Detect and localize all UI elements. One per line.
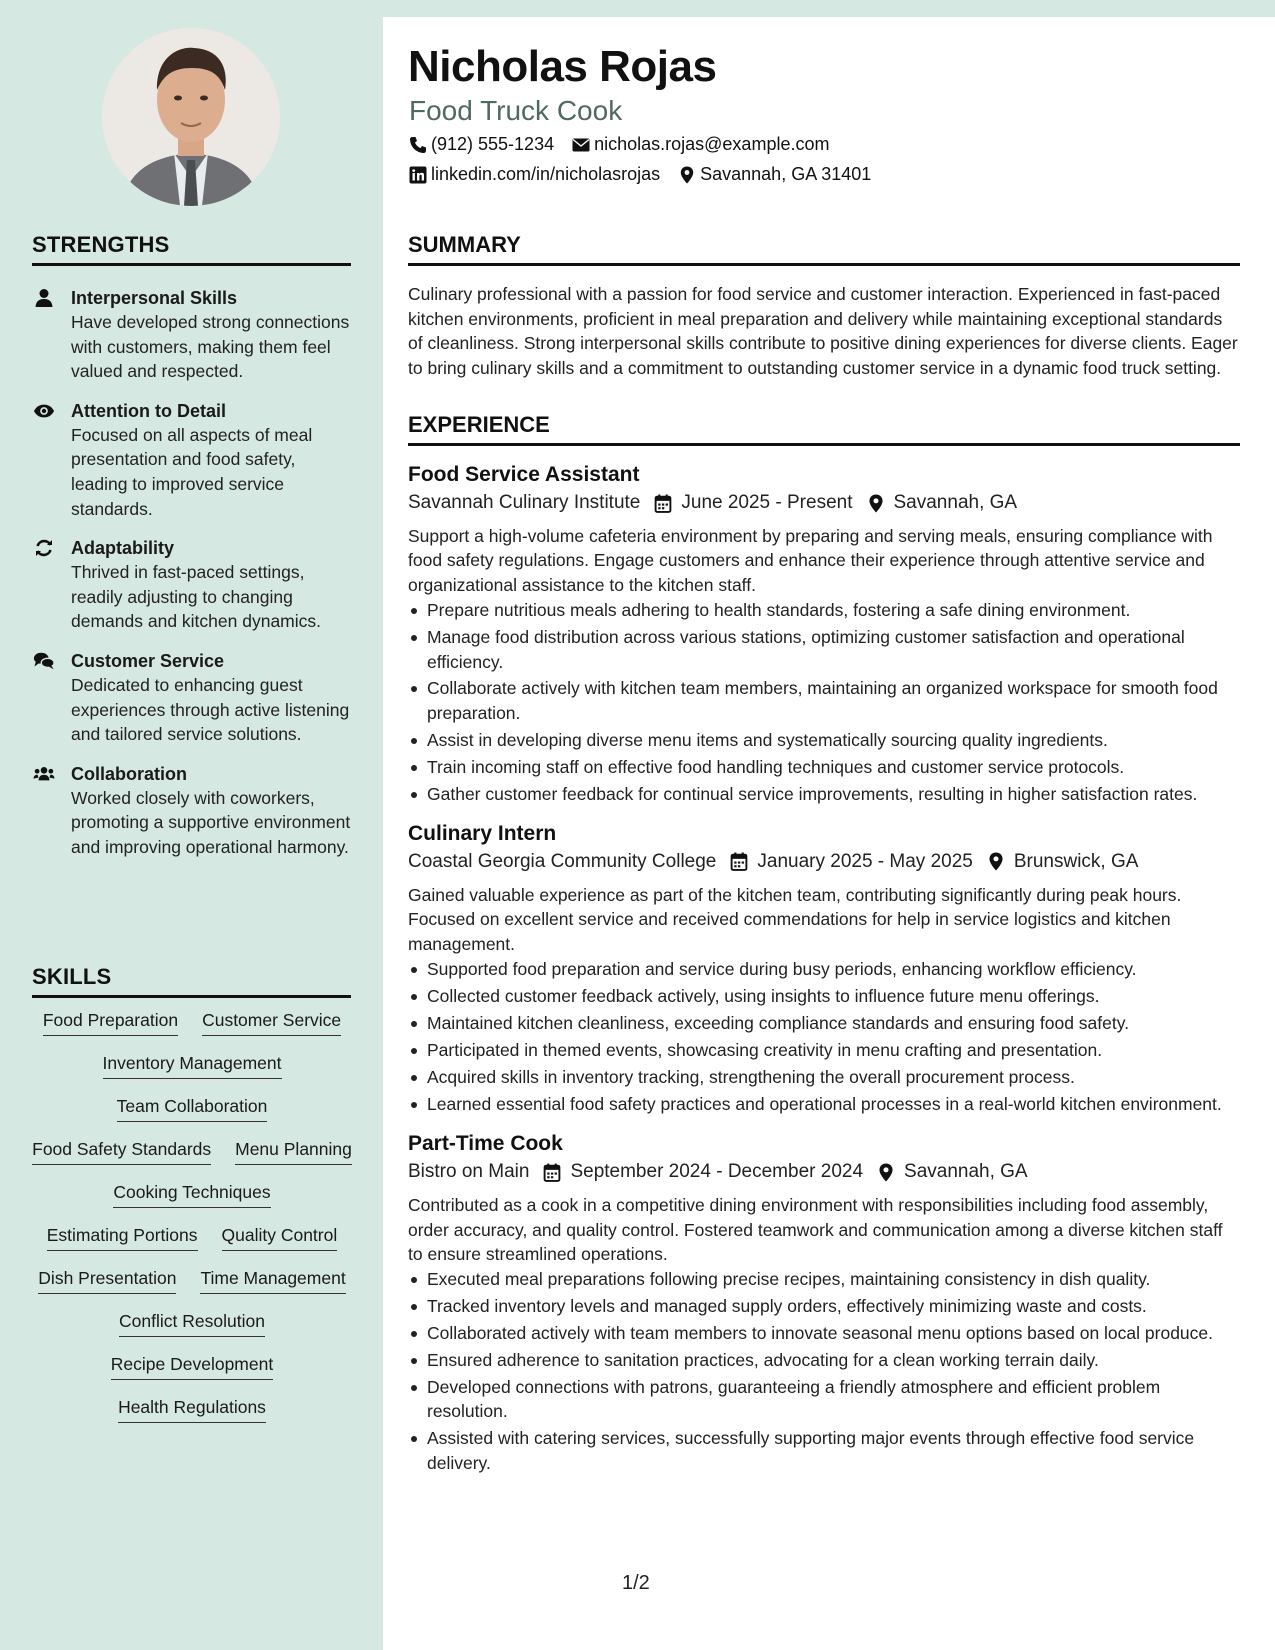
linkedin-contact[interactable] xyxy=(409,164,660,185)
strength-description: Worked closely with coworkers, promoting a supportive environment and improving operational harmony. xyxy=(71,787,351,857)
location-contact xyxy=(678,164,871,185)
list-item: Supported food preparation and service during busy periods, enhancing workflow efficiency. xyxy=(408,957,1240,981)
skill-tag: Cooking Techniques xyxy=(113,1180,270,1208)
job-position: Part-Time Cook xyxy=(408,1132,563,1156)
calendar-icon xyxy=(543,1163,561,1182)
job-dates-group xyxy=(730,848,972,876)
page-number: 1/2 xyxy=(622,1572,650,1594)
skill-tag: Conflict Resolution xyxy=(119,1309,265,1337)
job-dates-group xyxy=(654,489,852,517)
contact-row xyxy=(409,134,847,155)
map-marker-icon xyxy=(867,494,885,513)
strength-item xyxy=(32,762,352,860)
list-item: Tracked inventory levels and managed supply orders, effectively minimizing waste and costs. xyxy=(408,1294,1240,1318)
job-bullets xyxy=(408,598,1240,806)
profile-photo xyxy=(102,28,280,206)
contact-row xyxy=(409,164,889,185)
location-text: Savannah, GA 31401 xyxy=(700,164,872,184)
strength-description: Have developed strong connections with customers, making them feel valued and respected. xyxy=(71,312,350,382)
list-item: Maintained kitchen cleanliness, exceeding compliance standards and ensuring food safety. xyxy=(408,1011,1240,1035)
job-location-group xyxy=(867,489,1018,517)
list-item: Learned essential food safety practices and operational processes in a real-world kitchen environment. xyxy=(408,1092,1240,1116)
job-entry xyxy=(408,461,1240,806)
summary-heading: SUMMARY xyxy=(408,232,1240,266)
email-text[interactable]: nicholas.rojas@example.com xyxy=(594,134,830,154)
job-meta xyxy=(408,848,1240,876)
skill-tag: Estimating Portions xyxy=(47,1223,198,1251)
skill-tag: Inventory Management xyxy=(103,1051,282,1079)
sidebar xyxy=(0,0,383,1650)
strength-item xyxy=(32,649,352,747)
list-item: Manage food distribution across various stations, optimizing customer satisfaction and operational efficiency. xyxy=(408,625,1240,674)
job-location-group xyxy=(987,848,1139,876)
list-item: Acquired skills in inventory tracking, strengthening the overall procurement process. xyxy=(408,1065,1240,1089)
linkedin-text[interactable]: linkedin.com/in/nicholasrojas xyxy=(431,164,661,184)
strength-item xyxy=(32,399,352,521)
strength-title: Customer Service xyxy=(71,650,225,671)
sync-icon xyxy=(32,538,56,558)
list-item: Prepare nutritious meals adhering to health standards, fostering a safe dining environment. xyxy=(408,598,1240,622)
skill-tag: Menu Planning xyxy=(235,1137,352,1165)
linkedin-icon xyxy=(409,166,427,184)
job-company: Bistro on Main xyxy=(408,1161,530,1183)
avatar xyxy=(102,28,280,206)
envelope-icon xyxy=(572,136,590,154)
strength-description: Focused on all aspects of meal presentation and food safety, leading to improved service standards. xyxy=(71,424,313,519)
job-location: Brunswick, GA xyxy=(1013,850,1139,872)
skill-tag: Time Management xyxy=(200,1266,345,1294)
list-item: Executed meal preparations following precise recipes, maintaining consistency in dish quality. xyxy=(408,1267,1240,1291)
strength-item xyxy=(32,286,352,384)
skills-list xyxy=(32,1008,352,1423)
list-item: Ensured adherence to sanitation practices, advocating for a clean working terrain daily. xyxy=(408,1348,1240,1372)
job-company: Savannah Culinary Institute xyxy=(408,492,641,513)
skill-tag: Food Preparation xyxy=(43,1008,178,1036)
job-dates: June 2025 - Present xyxy=(681,492,853,513)
job-description: Contributed as a cook in a competitive dining environment with responsibilities including food assembly, order accuracy, and quality control. Fostered teamwork and communication among a diverse kitchen staff to ensure streamlined operations. xyxy=(408,1195,1223,1264)
strength-title: Attention to Detail xyxy=(71,400,226,421)
job-location: Savannah, GA xyxy=(893,492,1018,513)
candidate-name: Nicholas Rojas xyxy=(408,42,717,91)
job-meta xyxy=(408,489,1240,517)
job-entry xyxy=(408,1130,1240,1475)
job-description: Support a high-volume cafeteria environment by preparing and serving meals, ensuring compliance with food safety regulations. Engage customers and enhance their experience through attentive service and organizational assistance to the kitchen staff. xyxy=(408,526,1213,595)
calendar-icon xyxy=(654,494,672,513)
skill-tag: Recipe Development xyxy=(111,1352,273,1380)
job-company: Coastal Georgia Community College xyxy=(408,850,717,872)
users-icon xyxy=(32,764,56,784)
strengths-heading: STRENGTHS xyxy=(32,232,351,266)
user-icon xyxy=(32,288,56,308)
job-position: Culinary Intern xyxy=(408,821,557,845)
map-marker-icon xyxy=(678,166,696,184)
strength-title: Collaboration xyxy=(71,763,187,784)
job-bullets xyxy=(408,1267,1240,1475)
job-location: Savannah, GA xyxy=(904,1161,1028,1183)
list-item: Participated in themed events, showcasing creativity in menu crafting and presentation. xyxy=(408,1038,1240,1062)
strength-item xyxy=(32,536,352,634)
strength-description: Dedicated to enhancing guest experiences through active listening and tailored service solutions. xyxy=(71,674,350,745)
skill-tag: Dish Presentation xyxy=(38,1266,176,1294)
map-marker-icon xyxy=(877,1163,895,1182)
summary-text: Culinary professional with a passion for food service and customer interaction. Experienced in fast-paced kitchen environments, proficient in meal preparation and delivery while maintaining exceptional standards of cleanliness. Strong interpersonal skills contribute to positive dining experiences for diverse clients. Eager to bring culinary skills and a commitment to outstanding customer service in a dynamic food truck setting. xyxy=(408,284,1238,378)
calendar-icon xyxy=(730,852,748,871)
job-bullets xyxy=(408,957,1240,1116)
phone-text: (912) 555-1234 xyxy=(431,134,555,154)
skill-tag: Customer Service xyxy=(202,1008,341,1036)
list-item: Assist in developing diverse menu items and systematically sourcing quality ingredients. xyxy=(408,728,1240,752)
skill-tag: Food Safety Standards xyxy=(32,1137,211,1165)
job-meta xyxy=(408,1158,1240,1186)
job-dates-group xyxy=(543,1158,863,1186)
list-item: Developed connections with patrons, guaranteeing a friendly atmosphere and efficient problem resolution. xyxy=(408,1375,1240,1424)
job-entry xyxy=(408,820,1240,1116)
job-location-group xyxy=(877,1158,1028,1186)
skills-heading: SKILLS xyxy=(32,964,351,998)
job-dates: January 2025 - May 2025 xyxy=(757,850,973,872)
comments-icon xyxy=(32,651,56,671)
experience-list xyxy=(408,461,1240,1489)
skill-tag: Team Collaboration xyxy=(117,1094,268,1122)
experience-heading: EXPERIENCE xyxy=(408,412,1240,446)
skill-tag: Health Regulations xyxy=(118,1395,266,1423)
list-item: Collaborate actively with kitchen team members, maintaining an organized workspace for smooth food preparation. xyxy=(408,676,1240,725)
list-item: Train incoming staff on effective food handling techniques and customer service protocols. xyxy=(408,755,1240,779)
list-item: Collaborated actively with team members to innovate seasonal menu options based on local produce. xyxy=(408,1321,1240,1345)
list-item: Assisted with catering services, successfully supporting major events through effective food service delivery. xyxy=(408,1426,1240,1475)
phone-contact xyxy=(409,134,554,155)
eye-icon xyxy=(32,401,56,421)
skill-tag: Quality Control xyxy=(222,1223,338,1251)
phone-icon xyxy=(409,136,427,154)
job-title: Food Truck Cook xyxy=(409,95,623,126)
strength-title: Adaptability xyxy=(71,538,175,559)
strength-title: Interpersonal Skills xyxy=(71,288,238,308)
map-marker-icon xyxy=(987,852,1005,871)
email-contact[interactable] xyxy=(572,134,829,155)
strength-description: Thrived in fast-paced settings, readily adjusting to changing demands and kitchen dynamics. xyxy=(71,562,321,632)
list-item: Gather customer feedback for continual service improvements, resulting in higher satisfaction rates. xyxy=(408,782,1240,806)
job-dates: September 2024 - December 2024 xyxy=(570,1161,864,1183)
job-position: Food Service Assistant xyxy=(408,463,640,486)
list-item: Collected customer feedback actively, using insights to influence future menu offerings. xyxy=(408,984,1240,1008)
strengths-list xyxy=(32,286,352,875)
job-description: Gained valuable experience as part of the kitchen team, contributing significantly during peak hours. Focused on excellent service and received commendations for help in service logistics and kitchen management. xyxy=(408,884,1182,954)
